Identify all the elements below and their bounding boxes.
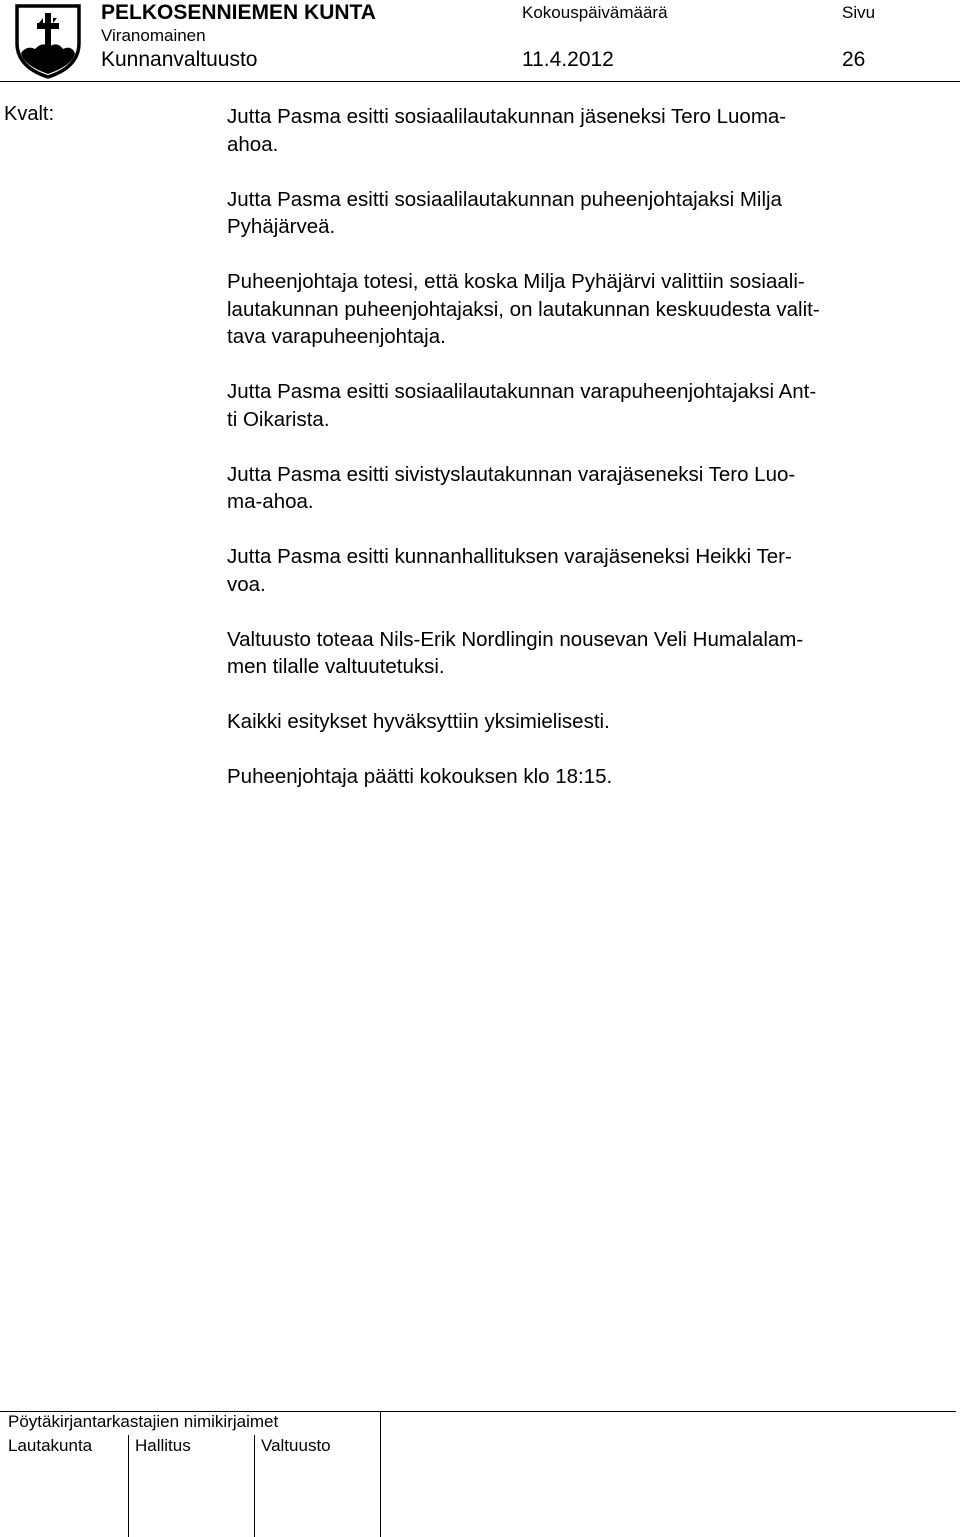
paragraph xyxy=(227,763,927,791)
column-divider xyxy=(128,1435,129,1537)
governing-body-name: Kunnanvaltuusto xyxy=(101,48,258,71)
paragraph-line: Kaikki esitykset hyväksyttiin yksimielisesti. xyxy=(227,710,610,733)
paragraph-line: Jutta Pasma esitti kunnanhallituksen varajäseneksi Heikki Ter- xyxy=(227,545,792,568)
paragraph-line: Valtuusto toteaa Nils-Erik Nordlingin nousevan Veli Humalalam- xyxy=(227,627,804,651)
paragraph-line: Jutta Pasma esitti sosiaalilautakunnan puheenjohtajaksi Milja xyxy=(227,187,782,211)
coat-of-arms-icon xyxy=(13,3,83,79)
municipality-logo xyxy=(13,3,83,79)
paragraph-line: lautakunnan puheenjohtajaksi, on lautakunnan keskuudesta valit- xyxy=(227,297,820,321)
paragraph-line: Puheenjohtaja totesi, että koska Milja Pyhäjärvi valittiin sosiaali- xyxy=(227,270,805,293)
signature-table xyxy=(0,1411,960,1537)
paragraph xyxy=(227,186,927,241)
column-label-hallitus: Hallitus xyxy=(135,1436,191,1455)
paragraph-line: ti Oikarista. xyxy=(227,407,330,431)
page-number: 26 xyxy=(842,48,866,71)
paragraph xyxy=(227,268,927,351)
minutes-body xyxy=(227,103,927,818)
section-label: Kvalt: xyxy=(4,103,55,125)
paragraph-line: Pyhäjärveä. xyxy=(227,215,336,238)
paragraph-line: Jutta Pasma esitti sosiaalilautakunnan varapuheenjohtajaksi Ant- xyxy=(227,380,817,403)
paragraph-line: Puheenjohtaja päätti kokouksen klo 18:15. xyxy=(227,765,613,788)
column-divider xyxy=(254,1435,255,1537)
meeting-date-label: Kokouspäivämäärä xyxy=(522,3,668,22)
meeting-date-value: 11.4.2012 xyxy=(522,48,614,71)
column-divider xyxy=(380,1411,381,1537)
paragraph-line: Jutta Pasma esitti sivistyslautakunnan varajäseneksi Tero Luo- xyxy=(227,462,796,486)
department-name: Viranomainen xyxy=(101,26,206,45)
paragraph-line: ma-ahoa. xyxy=(227,490,314,513)
organization-name: PELKOSENNIEMEN KUNTA xyxy=(101,1,376,24)
column-label-valtuusto: Valtuusto xyxy=(261,1436,331,1455)
paragraph-line: voa. xyxy=(227,572,266,596)
header-divider xyxy=(0,81,960,82)
paragraph-line: men tilalle valtuutetuksi. xyxy=(227,655,445,678)
page-label: Sivu xyxy=(842,3,876,22)
paragraph-line: Jutta Pasma esitti sosiaalilautakunnan jäseneksi Tero Luoma- xyxy=(227,105,787,128)
paragraph-line: ahoa. xyxy=(227,132,279,156)
paragraph xyxy=(227,103,927,158)
table-top-border xyxy=(380,1411,956,1412)
paragraph xyxy=(227,543,927,598)
signatures-title: Pöytäkirjantarkastajien nimikirjaimet xyxy=(8,1412,279,1431)
paragraph xyxy=(227,626,927,681)
paragraph-line: tava varapuheenjohtaja. xyxy=(227,325,446,348)
paragraph xyxy=(227,378,927,433)
paragraph xyxy=(227,461,927,516)
paragraph xyxy=(227,708,927,736)
column-label-lautakunta: Lautakunta xyxy=(8,1436,93,1455)
